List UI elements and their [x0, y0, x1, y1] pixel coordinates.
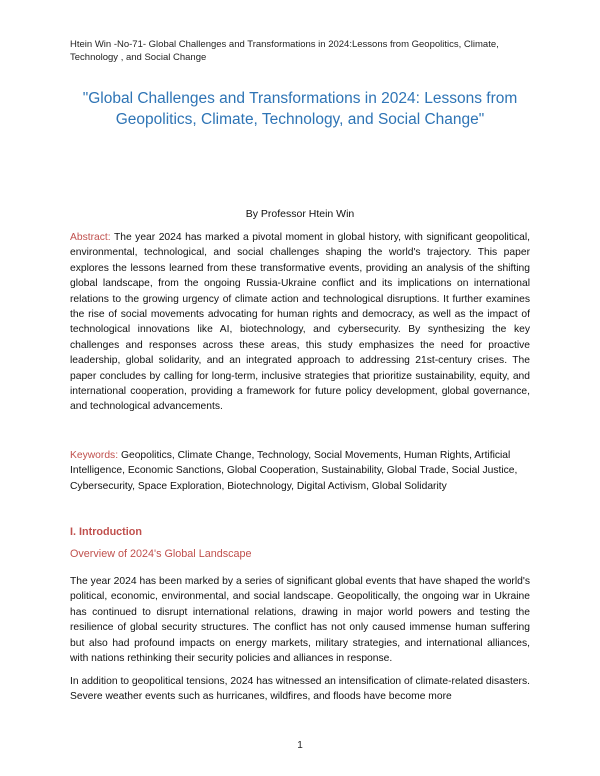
abstract-text: The year 2024 has marked a pivotal moment in global history, with significant geopolitical, environmental, technological, and social challenges shaping the world's trajectory. This paper explores the lessons learned from these transformative events, providing an analysis of the shifting global landscape, from the ongoing Russia-Ukraine conflict and its implications on international relations to the growing urgency of climate action and technological disruptions. It further examines the rise of social movements advocating for human rights and democracy, as well as the impact of technological innovations like AI, biotechnology, and cybersecurity. By synthesizing the key challenges and responses across these areas, this study emphasizes the need for proactive leadership, global solidarity, and an integrated approach to addressing 21st-century crises. The paper concludes by calling for long-term, inclusive strategies that prioritize sustainability, equity, and international cooperation, providing a framework for future policy development, global governance, and technological advancements.	[70, 232, 530, 413]
body-paragraph: In addition to geopolitical tensions, 2024 has witnessed an intensification of climate-related disasters. Severe weather events such as hurricanes, wildfires, and floods have become more	[70, 676, 530, 703]
keywords-text: Geopolitics, Climate Change, Technology, Social Movements, Human Rights, Artificial Intelligence, Economic Sanctions, Global Cooperation, Sustainability, Global Trade, Social Justice, Cybersecurity, Space Exploration, Biotechnology, Digital Activism, Global Solidarity	[70, 450, 518, 492]
running-header: Htein Win -No-71- Global Challenges and Transformations in 2024:Lessons from Geopolitics, Climate, Technology , and Social Change	[70, 39, 499, 63]
abstract-label: Abstract:	[70, 232, 111, 243]
paper-title: "Global Challenges and Transformations in 2024: Lessons from Geopolitics, Climate, Technology, and Social Change"	[82, 90, 518, 128]
keywords	[70, 448, 530, 494]
subsection-heading: Overview of 2024's Global Landscape	[70, 548, 252, 560]
keywords-label: Keywords:	[70, 450, 119, 461]
section-heading: I. Introduction	[70, 526, 142, 538]
author-line: By Professor Htein Win	[245, 208, 355, 220]
page-number: 1	[297, 740, 303, 751]
abstract	[70, 230, 530, 415]
body-paragraph: The year 2024 has been marked by a series of significant global events that have shaped the world's political, economic, environmental, and social landscape. Geopolitically, the ongoing war in Ukraine has continued to disrupt international relations, drawing in major world powers and testing the resilience of global security structures. The conflict has not only caused immense human suffering but also had profound impacts on energy markets, military strategies, and international alliances, with nations rethinking their security policies and alliances in response.	[70, 576, 530, 665]
